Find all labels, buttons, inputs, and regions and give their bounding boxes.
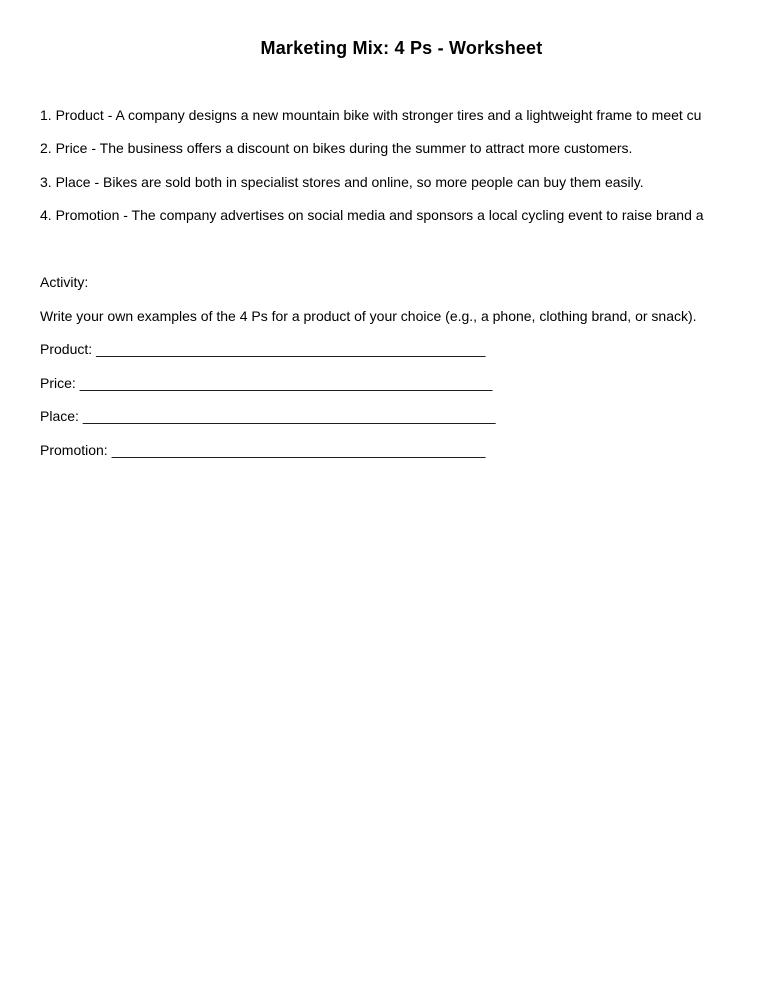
field-price-label: Price: bbox=[40, 374, 76, 391]
field-place-blank: _____________________________________________________ bbox=[82, 408, 496, 424]
item-product: 1. Product - A company designs a new mountain bike with stronger tires and a lightweight frame to meet cu bbox=[40, 106, 702, 123]
field-promotion-blank: ________________________________________________ bbox=[111, 441, 486, 458]
field-price-blank: _____________________________________________________ bbox=[79, 374, 493, 391]
field-promotion-label: Promotion: bbox=[40, 441, 108, 458]
field-product-blank: __________________________________________________ bbox=[96, 341, 486, 357]
item-promotion: 4. Promotion - The company advertises on social media and sponsors a local cycling event to raise brand a bbox=[40, 207, 704, 223]
field-product-label: Product: bbox=[40, 341, 93, 357]
fill-in-field-promotion bbox=[0, 434, 768, 468]
item-price: 2. Price - The business offers a discount on bikes during the summer to attract more customers. bbox=[40, 140, 633, 156]
activity-heading: Activity: bbox=[40, 274, 89, 290]
worksheet-page bbox=[0, 0, 768, 467]
field-place-label: Place: bbox=[40, 408, 79, 424]
item-place: 3. Place - Bikes are sold both in specialist stores and online, so more people can buy them easily. bbox=[40, 173, 644, 190]
fill-in-field-product bbox=[0, 333, 768, 367]
page-title: Marketing Mix: 4 Ps - Worksheet bbox=[260, 37, 543, 58]
fill-in-field-price bbox=[0, 367, 768, 401]
activity-instructions: Write your own examples of the 4 Ps for a product of your choice (e.g., a phone, clothing brand, or snack). bbox=[40, 307, 697, 324]
spacer bbox=[0, 233, 768, 267]
fill-in-field-place bbox=[0, 400, 768, 434]
spacer bbox=[0, 65, 768, 99]
